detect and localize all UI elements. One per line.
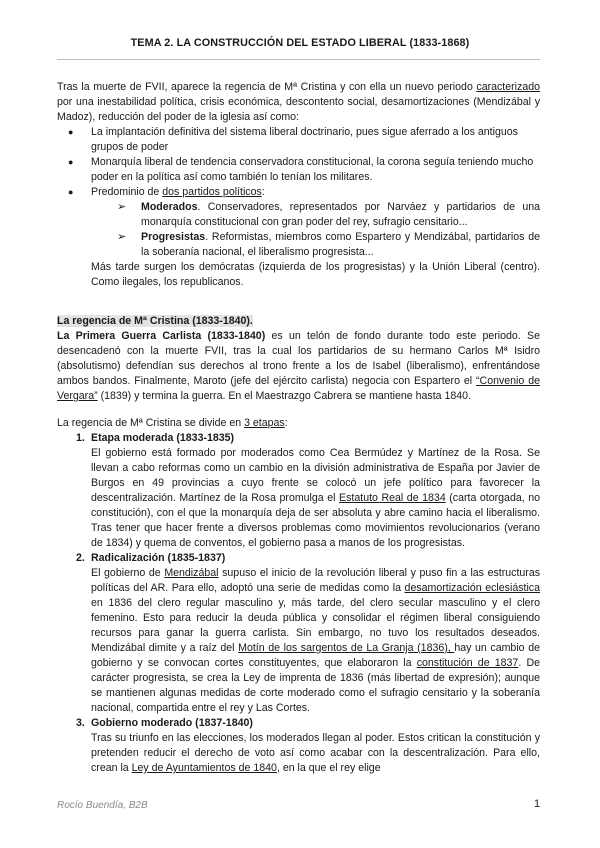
intro-underlined-word: caracterizado xyxy=(476,81,540,93)
desamortizacion-link: desamortización eclesiástica xyxy=(404,582,540,594)
carlist-war-paragraph xyxy=(57,329,540,404)
stage-title: Etapa moderada (1833-1835) xyxy=(91,432,235,444)
stage-text-part: , en la que el rey elige xyxy=(276,762,381,774)
bullet-text: Predominio de xyxy=(91,186,163,198)
list-item xyxy=(91,185,540,260)
stage-text-part: El gobierno de xyxy=(91,567,165,579)
stage-number: 1. xyxy=(76,432,85,444)
regency-heading xyxy=(57,314,540,329)
vergara-link: “Convenio de Vergara” xyxy=(57,375,540,402)
stage-text-part: El gobierno está formado por moderados como Cea Bermúdez y Martínez de la Rosa. Se llevan a cabo reformas como un cambio en la división administrativa de España por Javier de Burgos en 49 provincias a cuyo frente se colocó un jefe político para favorecer la descentralización. Martínez de la Rosa promulga el xyxy=(91,447,540,504)
stage-text-part: Tras su triunfo en las elecciones, los moderados llegan al poder. Estos critican la constitución y pretenden reducir el derecho de voto así como acabar con la descentralización. Para ello, crean la xyxy=(91,732,540,774)
party-description: . Conservadores, representados por Narváez y partidarios de una monarquía constitucional con gran poder del rey, sufragio censitario... xyxy=(141,201,540,228)
motin-link: Motín de los sargentos de La Granja (1836), xyxy=(238,642,455,654)
stages-intro xyxy=(57,416,540,431)
constitucion-link: constitución de 1837 xyxy=(416,657,519,669)
stage-text-part: (carta otorgada, no constitución), con el que la monarquía deja de ser absoluta y abre camino hacia el liberalismo. Tras tener que hacer frente a diversos problemas como movimientos revolucionarios (verano de 1834) y quema de conventos, el gobierno pasa a manos de los progresistas. xyxy=(91,492,541,549)
list-item xyxy=(141,200,540,230)
parties-list xyxy=(91,200,540,260)
parties-link: dos partidos políticos xyxy=(162,186,262,198)
later-parties-paragraph: Más tarde surgen los demócratas (izquierda de los progresistas) y la Unión Liberal (centro). Como ilegales, los republicanos. xyxy=(91,261,540,288)
stage-item xyxy=(76,431,541,551)
party-name: Progresistas xyxy=(141,231,206,243)
list-item xyxy=(91,155,540,185)
stage-item xyxy=(76,716,540,776)
stage-text-part: supuso el inicio de la revolución liberal y puso fin a las estructuras políticas del AR. Para ello, adoptó una serie de medidas como la xyxy=(91,567,541,594)
stage-text-part: . De carácter progresista, se crea la Ley de imprenta de 1836 (más libertad de expresión); aunque se mantienen algunas medidas de corte moderado como el sufragio censitario y la soberanía nacional, compartida entre el rey y Las Cortes. xyxy=(91,657,540,714)
stage-text xyxy=(91,446,540,551)
stages-list xyxy=(57,431,540,776)
page-title: TEMA 2. LA CONSTRUCCIÓN DEL ESTADO LIBERAL (1833-1868) xyxy=(130,37,470,49)
footer-author: Rocío Buendía, B2B xyxy=(57,800,148,811)
bullet-text: La implantación definitiva del sistema liberal doctrinario, pues sigue aferrado a los antiguos grupos de poder xyxy=(91,126,518,153)
stages-intro-colon: : xyxy=(284,417,288,429)
stage-item xyxy=(76,551,541,716)
stage-title: Gobierno moderado (1837-1840) xyxy=(91,717,253,729)
war-text-end: (1839) y termina la guerra. En el Maestrazgo Cabrera se mantiene hasta 1840. xyxy=(97,390,471,402)
estatuto-link: Estatuto Real de 1834 xyxy=(339,492,446,504)
intro-text: Tras la muerte de FVII, aparece la regencia de Mª Cristina y con ella un nuevo periodo xyxy=(57,81,477,93)
header-divider xyxy=(57,59,540,60)
stage-number: 2. xyxy=(76,552,85,564)
document-body xyxy=(57,80,540,776)
stage-text xyxy=(91,566,540,716)
stage-text xyxy=(91,731,540,776)
stage-text-part: hay un cambio de gobierno y se convocan cortes constituyentes, que elaboraron la xyxy=(91,642,540,669)
characteristics-list xyxy=(57,125,540,260)
section-heading: La regencia de Mª Cristina (1833-1840). xyxy=(57,315,253,327)
stage-title: Radicalización (1835-1837) xyxy=(91,552,226,564)
bullet-text: Monarquía liberal de tendencia conservadora constitucional, la corona seguía teniendo mucho poder en la política así como también lo tenían los militares. xyxy=(91,156,534,183)
stages-link: 3 etapas xyxy=(244,417,285,429)
stages-intro-text: La regencia de Mª Cristina se divide en xyxy=(57,417,245,429)
party-name: Moderados xyxy=(141,201,198,213)
stage-number: 3. xyxy=(76,717,85,729)
page-number: 1 xyxy=(534,798,541,810)
party-description: . Reformistas, miembros como Espartero y Mendizábal, partidarios de la soberanía nacional, el liberalismo progresista... xyxy=(141,231,540,258)
mendizabal-link: Mendizábal xyxy=(164,567,219,579)
war-title: La Primera Guerra Carlista (1833-1840) xyxy=(57,330,266,342)
list-item xyxy=(91,125,540,155)
bullet-text: : xyxy=(261,186,265,198)
intro-paragraph xyxy=(57,80,540,125)
list-item xyxy=(141,230,540,260)
stage-text-part: en 1836 del clero regular masculino y, más tarde, del clero secular masculino y el clero femenino. Esto para reducir la deuda pública y consolidar el régimen liberal consiguiendo recursos para ganar la guerra carlista. Sin embargo, no tuvo los resultados deseados. Mendizábal dimite y a raíz del xyxy=(91,597,540,654)
intro-text-cont: por una inestabilidad política, crisis económica, descontento social, desamortizaciones (Mendizábal y Madoz), reducción del poder de la iglesia así como: xyxy=(57,96,540,123)
war-text: es un telón de fondo durante todo este periodo. Se desencadenó con la muerte FVII, tras la cual los partidarios de su hermano Carlos Mª Isidro (absolutismo) defendían sus derechos al trono frente a los de Isabel (liberalismo), enfrentándose ambos bandos. Finalmente, Maroto (jefe del ejército carlista) negocia con Espartero el xyxy=(57,330,540,387)
ayuntamientos-link: Ley de Ayuntamientos de 1840 xyxy=(131,762,277,774)
